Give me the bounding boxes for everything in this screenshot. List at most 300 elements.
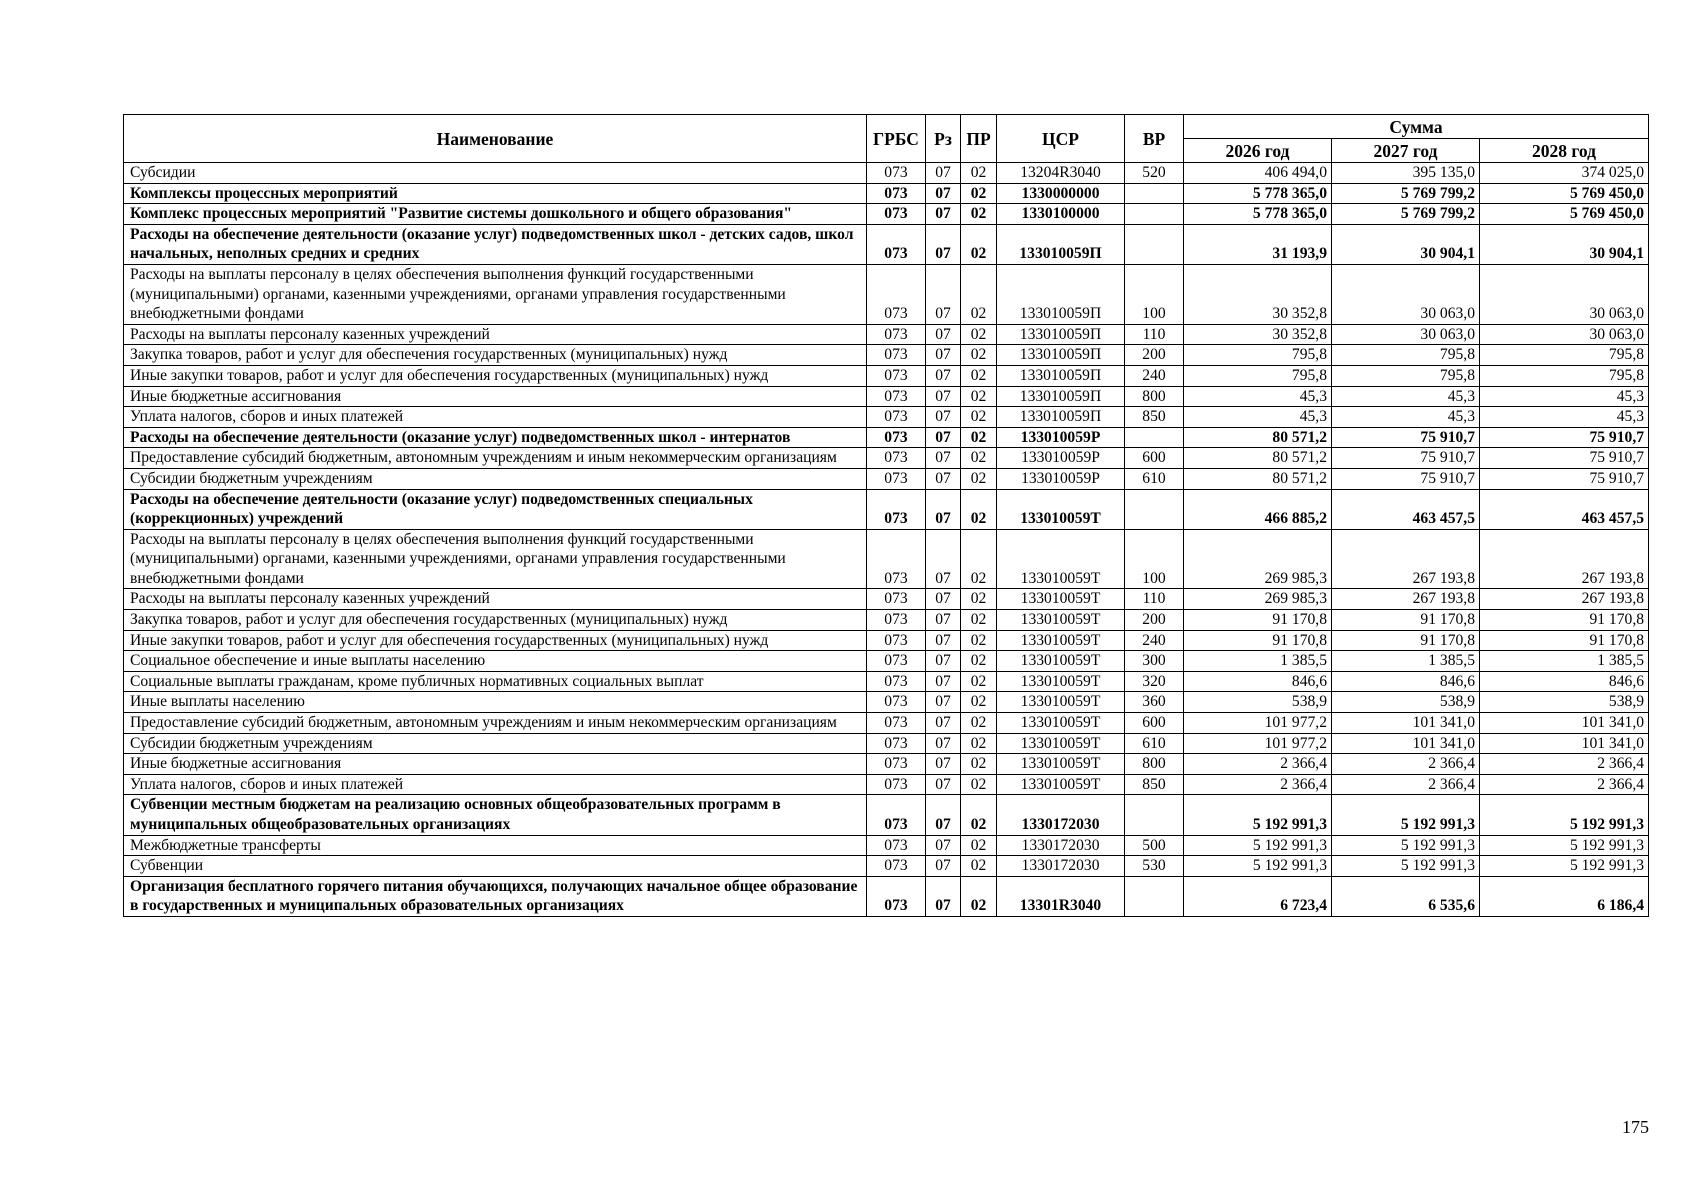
cell-2026: 846,6: [1184, 671, 1332, 692]
table-row: [124, 386, 1649, 407]
cell-2026: 80 571,2: [1184, 427, 1332, 448]
cell-2027: 5 769 799,2: [1332, 183, 1480, 204]
table-row: [124, 345, 1649, 366]
cell-grbs: 073: [867, 754, 926, 775]
cell-name: Субсидии бюджетным учреждениям: [124, 733, 867, 754]
cell-2028: 6 186,4: [1480, 876, 1649, 916]
cell-rz: 07: [926, 468, 961, 489]
cell-pr: 02: [961, 835, 997, 856]
table-row: [124, 876, 1649, 916]
cell-vr: 100: [1125, 529, 1184, 589]
header-vr: ВР: [1125, 115, 1184, 163]
cell-2028: 2 366,4: [1480, 774, 1649, 795]
cell-2028: 267 193,8: [1480, 529, 1649, 589]
table-row: [124, 183, 1649, 204]
cell-2028: 538,9: [1480, 692, 1649, 713]
cell-pr: 02: [961, 264, 997, 324]
cell-vr: 240: [1125, 365, 1184, 386]
cell-grbs: 073: [867, 651, 926, 672]
cell-pr: 02: [961, 795, 997, 835]
cell-2028: 5 192 991,3: [1480, 835, 1649, 856]
table-row: [124, 856, 1649, 877]
cell-pr: 02: [961, 345, 997, 366]
cell-pr: 02: [961, 427, 997, 448]
cell-2027: 101 341,0: [1332, 733, 1480, 754]
cell-2026: 1 385,5: [1184, 651, 1332, 672]
cell-2028: 30 063,0: [1480, 324, 1649, 345]
cell-grbs: 073: [867, 856, 926, 877]
cell-name: Расходы на обеспечение деятельности (оказание услуг) подведомственных школ - детских садов, школ начальных, неполных средних и средних: [124, 224, 867, 264]
cell-csr: 13204R3040: [997, 163, 1125, 184]
header-year-2027: 2027 год: [1332, 139, 1480, 163]
cell-pr: 02: [961, 386, 997, 407]
cell-grbs: 073: [867, 468, 926, 489]
cell-pr: 02: [961, 774, 997, 795]
cell-rz: 07: [926, 610, 961, 631]
cell-2026: 269 985,3: [1184, 589, 1332, 610]
cell-2028: 795,8: [1480, 365, 1649, 386]
cell-vr: 520: [1125, 163, 1184, 184]
cell-name: Уплата налогов, сборов и иных платежей: [124, 407, 867, 428]
cell-2026: 30 352,8: [1184, 324, 1332, 345]
cell-2028: 5 769 450,0: [1480, 204, 1649, 225]
cell-name: Предоставление субсидий бюджетным, автономным учреждениям и иным некоммерческим организациям: [124, 448, 867, 469]
cell-csr: 133010059П: [997, 324, 1125, 345]
table-row: [124, 610, 1649, 631]
page-number: 175: [1622, 1117, 1649, 1137]
cell-grbs: 073: [867, 589, 926, 610]
cell-name: Закупка товаров, работ и услуг для обеспечения государственных (муниципальных) нужд: [124, 610, 867, 631]
table-row: [124, 795, 1649, 835]
cell-name: Расходы на обеспечение деятельности (оказание услуг) подведомственных школ - интернатов: [124, 427, 867, 448]
cell-name: Иные бюджетные ассигнования: [124, 386, 867, 407]
cell-2028: 45,3: [1480, 386, 1649, 407]
cell-grbs: 073: [867, 630, 926, 651]
cell-csr: 133010059П: [997, 386, 1125, 407]
table-row: [124, 264, 1649, 324]
cell-vr: 110: [1125, 589, 1184, 610]
cell-2026: 91 170,8: [1184, 610, 1332, 631]
cell-name: Иные выплаты населению: [124, 692, 867, 713]
cell-grbs: 073: [867, 713, 926, 734]
cell-pr: 02: [961, 589, 997, 610]
cell-vr: 110: [1125, 324, 1184, 345]
cell-2027: 5 192 991,3: [1332, 795, 1480, 835]
header-csr: ЦСР: [997, 115, 1125, 163]
cell-2027: 795,8: [1332, 365, 1480, 386]
table-row: [124, 692, 1649, 713]
cell-csr: 1330000000: [997, 183, 1125, 204]
cell-vr: 850: [1125, 774, 1184, 795]
cell-grbs: 073: [867, 386, 926, 407]
cell-2027: 45,3: [1332, 407, 1480, 428]
cell-pr: 02: [961, 733, 997, 754]
cell-2026: 5 192 991,3: [1184, 795, 1332, 835]
cell-2028: 75 910,7: [1480, 427, 1649, 448]
cell-rz: 07: [926, 589, 961, 610]
cell-csr: 133010059П: [997, 264, 1125, 324]
cell-2027: 538,9: [1332, 692, 1480, 713]
table-row: [124, 448, 1649, 469]
cell-csr: 133010059Т: [997, 651, 1125, 672]
cell-rz: 07: [926, 427, 961, 448]
cell-2027: 395 135,0: [1332, 163, 1480, 184]
cell-pr: 02: [961, 671, 997, 692]
cell-csr: 1330172030: [997, 835, 1125, 856]
cell-vr: 300: [1125, 651, 1184, 672]
cell-grbs: 073: [867, 529, 926, 589]
table-row: [124, 754, 1649, 775]
cell-2028: 75 910,7: [1480, 468, 1649, 489]
cell-rz: 07: [926, 876, 961, 916]
cell-vr: 530: [1125, 856, 1184, 877]
cell-name: Расходы на выплаты персоналу в целях обеспечения выполнения функций государственными (муниципальными) органами, казенными учреждениями, органами управления государственными внебюджетными фондами: [124, 529, 867, 589]
header-year-2026: 2026 год: [1184, 139, 1332, 163]
cell-csr: 133010059Р: [997, 427, 1125, 448]
cell-csr: 133010059Р: [997, 448, 1125, 469]
cell-2027: 45,3: [1332, 386, 1480, 407]
cell-csr: 133010059Т: [997, 692, 1125, 713]
cell-2027: 30 063,0: [1332, 264, 1480, 324]
cell-pr: 02: [961, 713, 997, 734]
cell-rz: 07: [926, 204, 961, 225]
cell-grbs: 073: [867, 163, 926, 184]
cell-grbs: 073: [867, 835, 926, 856]
cell-grbs: 073: [867, 733, 926, 754]
cell-2028: 101 341,0: [1480, 733, 1649, 754]
cell-grbs: 073: [867, 448, 926, 469]
cell-2026: 5 192 991,3: [1184, 856, 1332, 877]
cell-csr: 133010059П: [997, 365, 1125, 386]
cell-csr: 133010059Т: [997, 610, 1125, 631]
cell-2026: 2 366,4: [1184, 774, 1332, 795]
cell-vr: [1125, 489, 1184, 529]
table-row: [124, 651, 1649, 672]
cell-csr: 133010059П: [997, 407, 1125, 428]
cell-pr: 02: [961, 610, 997, 631]
cell-name: Закупка товаров, работ и услуг для обеспечения государственных (муниципальных) нужд: [124, 345, 867, 366]
cell-2028: 45,3: [1480, 407, 1649, 428]
cell-2027: 75 910,7: [1332, 468, 1480, 489]
cell-name: Межбюджетные трансферты: [124, 835, 867, 856]
cell-2028: 463 457,5: [1480, 489, 1649, 529]
cell-2027: 91 170,8: [1332, 610, 1480, 631]
cell-2026: 45,3: [1184, 386, 1332, 407]
cell-2026: 466 885,2: [1184, 489, 1332, 529]
cell-csr: 133010059Т: [997, 671, 1125, 692]
cell-2026: 6 723,4: [1184, 876, 1332, 916]
cell-2026: 45,3: [1184, 407, 1332, 428]
cell-pr: 02: [961, 876, 997, 916]
cell-rz: 07: [926, 692, 961, 713]
cell-grbs: 073: [867, 610, 926, 631]
cell-csr: 1330172030: [997, 795, 1125, 835]
cell-csr: 133010059П: [997, 224, 1125, 264]
cell-vr: 500: [1125, 835, 1184, 856]
cell-2027: 2 366,4: [1332, 774, 1480, 795]
cell-csr: 1330172030: [997, 856, 1125, 877]
header-grbs: ГРБС: [867, 115, 926, 163]
cell-pr: 02: [961, 651, 997, 672]
cell-pr: 02: [961, 692, 997, 713]
cell-vr: [1125, 876, 1184, 916]
table-row: [124, 589, 1649, 610]
cell-2028: 5 192 991,3: [1480, 856, 1649, 877]
cell-vr: [1125, 204, 1184, 225]
cell-name: Расходы на выплаты персоналу казенных учреждений: [124, 324, 867, 345]
cell-rz: 07: [926, 264, 961, 324]
table-row: [124, 774, 1649, 795]
cell-name: Субсидии: [124, 163, 867, 184]
cell-grbs: 073: [867, 671, 926, 692]
cell-pr: 02: [961, 468, 997, 489]
cell-pr: 02: [961, 365, 997, 386]
table-row: [124, 365, 1649, 386]
header-year-2028: 2028 год: [1480, 139, 1649, 163]
cell-pr: 02: [961, 754, 997, 775]
cell-2026: 269 985,3: [1184, 529, 1332, 589]
cell-pr: 02: [961, 529, 997, 589]
cell-rz: 07: [926, 529, 961, 589]
header-pr: ПР: [961, 115, 997, 163]
cell-rz: 07: [926, 733, 961, 754]
cell-csr: 133010059Р: [997, 468, 1125, 489]
cell-vr: [1125, 183, 1184, 204]
cell-2028: 30 063,0: [1480, 264, 1649, 324]
cell-grbs: 073: [867, 692, 926, 713]
cell-2028: 795,8: [1480, 345, 1649, 366]
cell-2027: 6 535,6: [1332, 876, 1480, 916]
table-row: [124, 224, 1649, 264]
table-row: [124, 163, 1649, 184]
cell-pr: 02: [961, 183, 997, 204]
cell-2028: 374 025,0: [1480, 163, 1649, 184]
cell-2027: 30 904,1: [1332, 224, 1480, 264]
cell-name: Иные бюджетные ассигнования: [124, 754, 867, 775]
cell-vr: 610: [1125, 468, 1184, 489]
cell-vr: 200: [1125, 345, 1184, 366]
cell-2027: 1 385,5: [1332, 651, 1480, 672]
cell-rz: 07: [926, 713, 961, 734]
cell-name: Субвенции местным бюджетам на реализацию основных общеобразовательных программ в муниципальных общеобразовательных организациях: [124, 795, 867, 835]
cell-vr: 610: [1125, 733, 1184, 754]
header-rz: Рз: [926, 115, 961, 163]
cell-2026: 795,8: [1184, 365, 1332, 386]
cell-grbs: 073: [867, 795, 926, 835]
header-sum: Сумма: [1184, 115, 1649, 139]
cell-2026: 5 192 991,3: [1184, 835, 1332, 856]
cell-2028: 91 170,8: [1480, 630, 1649, 651]
table-row: [124, 468, 1649, 489]
cell-2027: 30 063,0: [1332, 324, 1480, 345]
cell-2027: 267 193,8: [1332, 589, 1480, 610]
cell-csr: 133010059П: [997, 345, 1125, 366]
cell-name: Организация бесплатного горячего питания обучающихся, получающих начальное общее образование в государственных и муниципальных образовательных организациях: [124, 876, 867, 916]
cell-pr: 02: [961, 324, 997, 345]
cell-rz: 07: [926, 671, 961, 692]
budget-table: [123, 114, 1649, 917]
cell-rz: 07: [926, 856, 961, 877]
cell-rz: 07: [926, 774, 961, 795]
cell-name: Субвенции: [124, 856, 867, 877]
cell-grbs: 073: [867, 345, 926, 366]
cell-2027: 463 457,5: [1332, 489, 1480, 529]
cell-rz: 07: [926, 795, 961, 835]
cell-2026: 31 193,9: [1184, 224, 1332, 264]
cell-rz: 07: [926, 386, 961, 407]
cell-csr: 1330100000: [997, 204, 1125, 225]
cell-vr: 320: [1125, 671, 1184, 692]
cell-2027: 5 769 799,2: [1332, 204, 1480, 225]
table-row: [124, 407, 1649, 428]
cell-2028: 91 170,8: [1480, 610, 1649, 631]
cell-vr: [1125, 427, 1184, 448]
cell-pr: 02: [961, 856, 997, 877]
table-row: [124, 489, 1649, 529]
cell-rz: 07: [926, 365, 961, 386]
cell-name: Расходы на выплаты персоналу казенных учреждений: [124, 589, 867, 610]
cell-2028: 846,6: [1480, 671, 1649, 692]
cell-vr: 100: [1125, 264, 1184, 324]
table-row: [124, 835, 1649, 856]
cell-name: Комплексы процессных мероприятий: [124, 183, 867, 204]
cell-name: Социальные выплаты гражданам, кроме публичных нормативных социальных выплат: [124, 671, 867, 692]
cell-pr: 02: [961, 630, 997, 651]
cell-name: Субсидии бюджетным учреждениям: [124, 468, 867, 489]
cell-grbs: 073: [867, 876, 926, 916]
cell-2026: 406 494,0: [1184, 163, 1332, 184]
cell-2026: 538,9: [1184, 692, 1332, 713]
cell-2026: 2 366,4: [1184, 754, 1332, 775]
table-row: [124, 630, 1649, 651]
cell-2027: 267 193,8: [1332, 529, 1480, 589]
cell-2027: 846,6: [1332, 671, 1480, 692]
header-name: Наименование: [124, 115, 867, 163]
cell-vr: [1125, 795, 1184, 835]
cell-vr: [1125, 224, 1184, 264]
cell-2027: 91 170,8: [1332, 630, 1480, 651]
cell-name: Комплекс процессных мероприятий "Развитие системы дошкольного и общего образования": [124, 204, 867, 225]
cell-vr: 800: [1125, 386, 1184, 407]
cell-grbs: 073: [867, 264, 926, 324]
cell-rz: 07: [926, 835, 961, 856]
table-row: [124, 427, 1649, 448]
cell-2027: 75 910,7: [1332, 448, 1480, 469]
table-row: [124, 671, 1649, 692]
cell-grbs: 073: [867, 489, 926, 529]
cell-name: Расходы на выплаты персоналу в целях обеспечения выполнения функций государственными (муниципальными) органами, казенными учреждениями, органами управления государственными внебюджетными фондами: [124, 264, 867, 324]
cell-pr: 02: [961, 448, 997, 469]
cell-grbs: 073: [867, 204, 926, 225]
cell-name: Иные закупки товаров, работ и услуг для обеспечения государственных (муниципальных) нужд: [124, 365, 867, 386]
cell-2026: 5 778 365,0: [1184, 204, 1332, 225]
cell-rz: 07: [926, 183, 961, 204]
cell-2026: 30 352,8: [1184, 264, 1332, 324]
table-row: [124, 733, 1649, 754]
cell-2026: 101 977,2: [1184, 733, 1332, 754]
cell-2028: 5 192 991,3: [1480, 795, 1649, 835]
cell-2026: 5 778 365,0: [1184, 183, 1332, 204]
cell-csr: 133010059Т: [997, 774, 1125, 795]
cell-pr: 02: [961, 204, 997, 225]
cell-csr: 133010059Т: [997, 733, 1125, 754]
cell-2028: 75 910,7: [1480, 448, 1649, 469]
table-row: [124, 204, 1649, 225]
cell-csr: 133010059Т: [997, 529, 1125, 589]
cell-2027: 2 366,4: [1332, 754, 1480, 775]
cell-name: Иные закупки товаров, работ и услуг для обеспечения государственных (муниципальных) нужд: [124, 630, 867, 651]
cell-2027: 101 341,0: [1332, 713, 1480, 734]
cell-2026: 101 977,2: [1184, 713, 1332, 734]
cell-2028: 101 341,0: [1480, 713, 1649, 734]
cell-2026: 80 571,2: [1184, 448, 1332, 469]
cell-rz: 07: [926, 224, 961, 264]
cell-rz: 07: [926, 345, 961, 366]
cell-name: Расходы на обеспечение деятельности (оказание услуг) подведомственных специальных (коррекционных) учреждений: [124, 489, 867, 529]
cell-grbs: 073: [867, 224, 926, 264]
cell-rz: 07: [926, 630, 961, 651]
cell-rz: 07: [926, 651, 961, 672]
cell-2027: 75 910,7: [1332, 427, 1480, 448]
table-row: [124, 713, 1649, 734]
cell-2026: 91 170,8: [1184, 630, 1332, 651]
cell-name: Социальное обеспечение и иные выплаты населению: [124, 651, 867, 672]
cell-csr: 133010059Т: [997, 713, 1125, 734]
cell-vr: 850: [1125, 407, 1184, 428]
table-row: [124, 529, 1649, 589]
cell-vr: 360: [1125, 692, 1184, 713]
cell-2026: 80 571,2: [1184, 468, 1332, 489]
cell-csr: 133010059Т: [997, 754, 1125, 775]
cell-rz: 07: [926, 448, 961, 469]
cell-csr: 13301R3040: [997, 876, 1125, 916]
cell-rz: 07: [926, 407, 961, 428]
cell-vr: 800: [1125, 754, 1184, 775]
cell-2028: 2 366,4: [1480, 754, 1649, 775]
cell-grbs: 073: [867, 365, 926, 386]
cell-grbs: 073: [867, 427, 926, 448]
table-row: [124, 324, 1649, 345]
cell-grbs: 073: [867, 183, 926, 204]
cell-rz: 07: [926, 163, 961, 184]
cell-2028: 1 385,5: [1480, 651, 1649, 672]
cell-2026: 795,8: [1184, 345, 1332, 366]
cell-2028: 30 904,1: [1480, 224, 1649, 264]
cell-csr: 133010059Т: [997, 589, 1125, 610]
cell-csr: 133010059Т: [997, 630, 1125, 651]
cell-pr: 02: [961, 224, 997, 264]
cell-2028: 5 769 450,0: [1480, 183, 1649, 204]
cell-grbs: 073: [867, 407, 926, 428]
cell-pr: 02: [961, 163, 997, 184]
cell-2027: 795,8: [1332, 345, 1480, 366]
cell-vr: 600: [1125, 713, 1184, 734]
cell-name: Предоставление субсидий бюджетным, автономным учреждениям и иным некоммерческим организациям: [124, 713, 867, 734]
cell-csr: 133010059Т: [997, 489, 1125, 529]
cell-grbs: 073: [867, 324, 926, 345]
cell-rz: 07: [926, 324, 961, 345]
cell-vr: 240: [1125, 630, 1184, 651]
cell-2028: 267 193,8: [1480, 589, 1649, 610]
cell-2027: 5 192 991,3: [1332, 856, 1480, 877]
cell-grbs: 073: [867, 774, 926, 795]
cell-rz: 07: [926, 754, 961, 775]
cell-vr: 200: [1125, 610, 1184, 631]
cell-2027: 5 192 991,3: [1332, 835, 1480, 856]
cell-rz: 07: [926, 489, 961, 529]
cell-vr: 600: [1125, 448, 1184, 469]
cell-pr: 02: [961, 489, 997, 529]
